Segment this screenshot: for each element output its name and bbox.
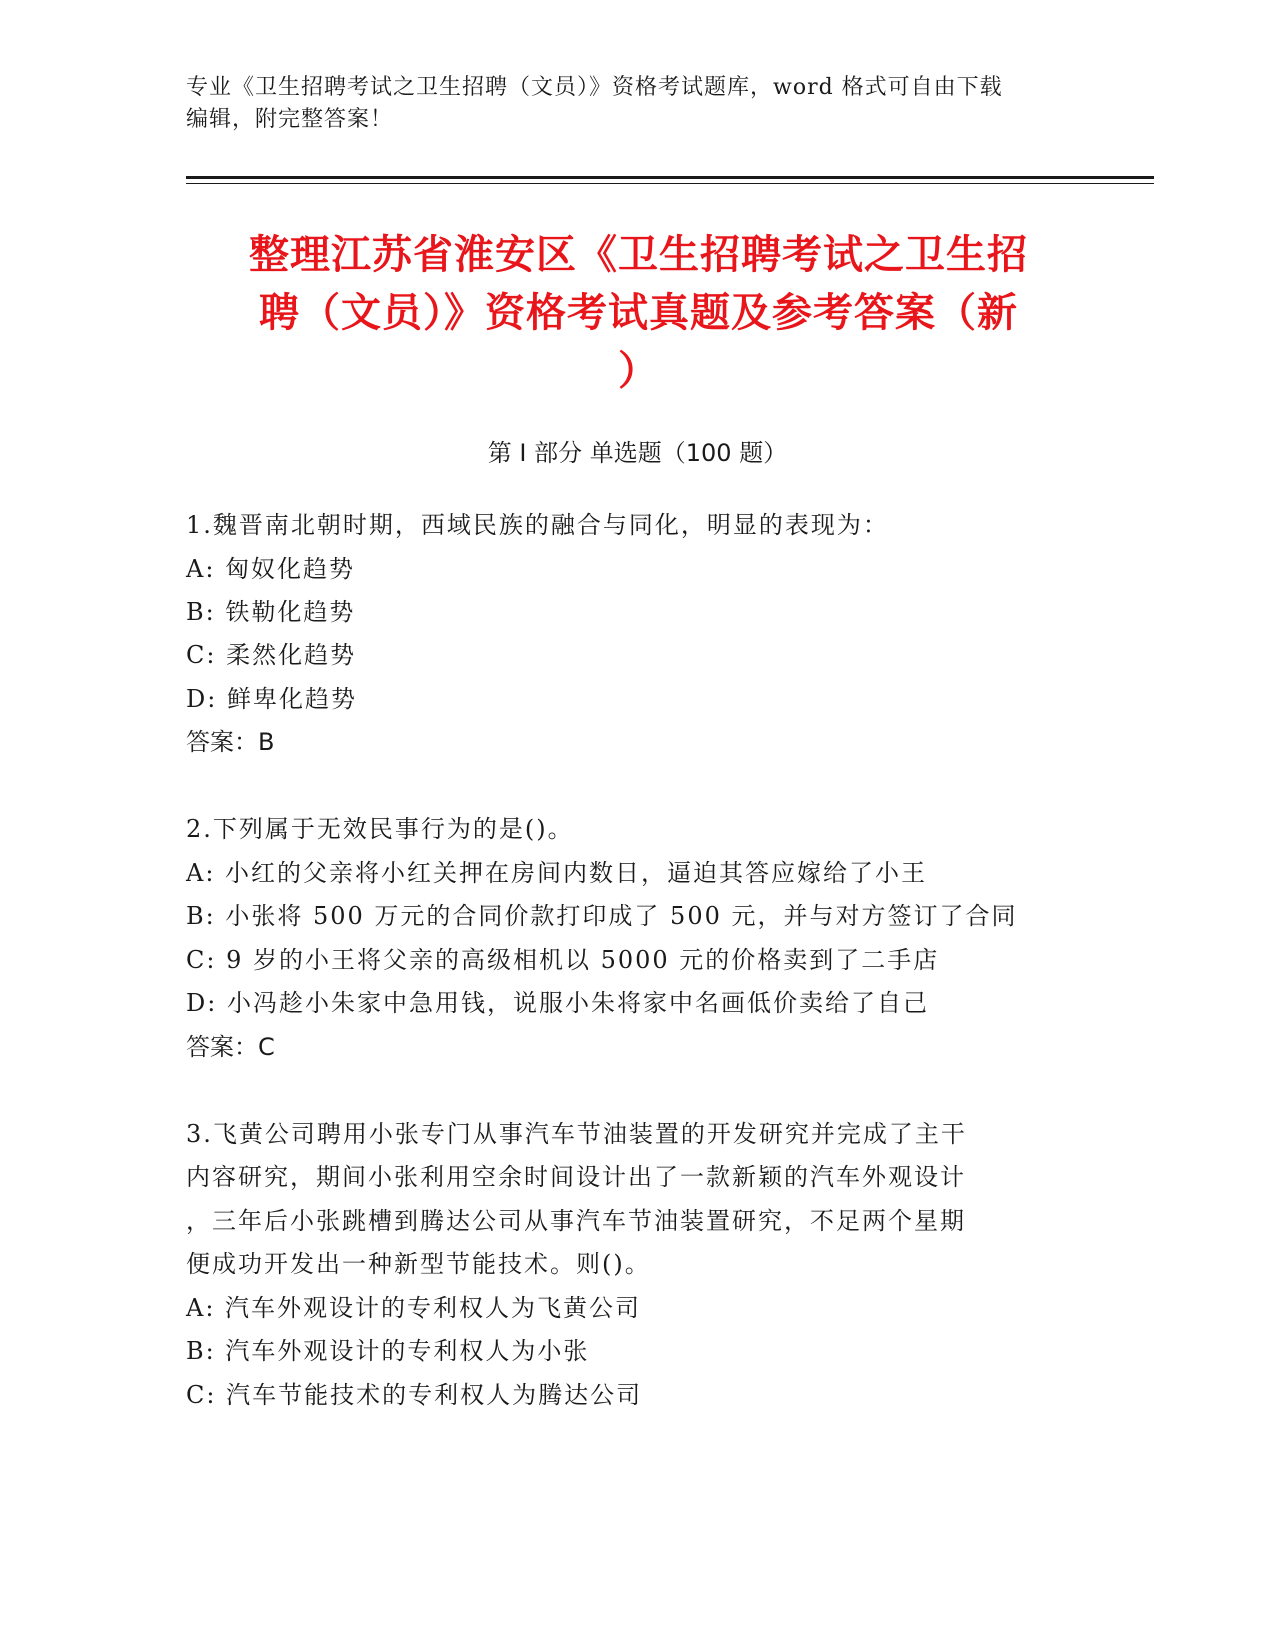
question-3-option-a: A: 汽车外观设计的专利权人为飞黄公司 — [186, 1294, 642, 1322]
header-note-line-2: 编辑，附完整答案！ — [186, 107, 394, 132]
title-line-1: 整理江苏省淮安区《卫生招聘考试之卫生招 — [249, 232, 1028, 278]
question-3-stem-line-2: 内容研究，期间小张利用空余时间设计出了一款新颖的汽车外观设计 — [186, 1163, 966, 1191]
header-divider-thin — [186, 183, 1154, 184]
title-line-3: ） — [618, 348, 659, 394]
question-2-option-a: A: 小红的父亲将小红关押在房间内数日，逼迫其答应嫁给了小王 — [186, 859, 928, 887]
question-2-stem: 2.下列属于无效民事行为的是()。 — [186, 815, 574, 843]
header-note-line-1: 专业《卫生招聘考试之卫生招聘（文员）》资格考试题库，word 格式可自由下载 — [186, 75, 1003, 100]
question-1-stem: 1.魏晋南北朝时期，西域民族的融合与同化，明显的表现为： — [186, 511, 889, 539]
question-2-option-c: C: 9 岁的小王将父亲的高级相机以 5000 元的价格卖到了二手店 — [186, 946, 940, 974]
question-3-stem-line-4: 便成功开发出一种新型节能技术。则()。 — [186, 1250, 651, 1278]
question-2-option-d: D: 小冯趁小朱家中急用钱，说服小朱将家中名画低价卖给了自己 — [186, 989, 929, 1017]
section-title: 第 I 部分 单选题（100 题） — [487, 439, 788, 467]
question-3-option-c: C: 汽车节能技术的专利权人为腾达公司 — [186, 1381, 643, 1409]
question-1-option-d: D: 鲜卑化趋势 — [186, 685, 357, 713]
question-3-stem-line-3: ，三年后小张跳槽到腾达公司从事汽车节油装置研究，不足两个星期 — [186, 1207, 966, 1235]
header-divider-thick — [186, 176, 1154, 179]
question-2-option-b: B: 小张将 500 万元的合同价款打印成了 500 元，并与对方签订了合同 — [186, 902, 1018, 930]
document-title — [186, 226, 1091, 400]
question-2-answer: 答案：C — [186, 1033, 275, 1061]
question-3-option-b: B: 汽车外观设计的专利权人为小张 — [186, 1337, 590, 1365]
question-1-option-b: B: 铁勒化趋势 — [186, 598, 356, 626]
question-1-option-a: A: 匈奴化趋势 — [186, 555, 356, 583]
header-note — [186, 72, 1066, 136]
question-1-answer: 答案：B — [186, 728, 275, 756]
title-line-2: 聘（文员）》资格考试真题及参考答案（新 — [259, 290, 1018, 336]
question-3-stem-line-1: 3.飞黄公司聘用小张专门从事汽车节油装置的开发研究并完成了主干 — [186, 1120, 967, 1148]
question-1-option-c: C: 柔然化趋势 — [186, 641, 357, 669]
